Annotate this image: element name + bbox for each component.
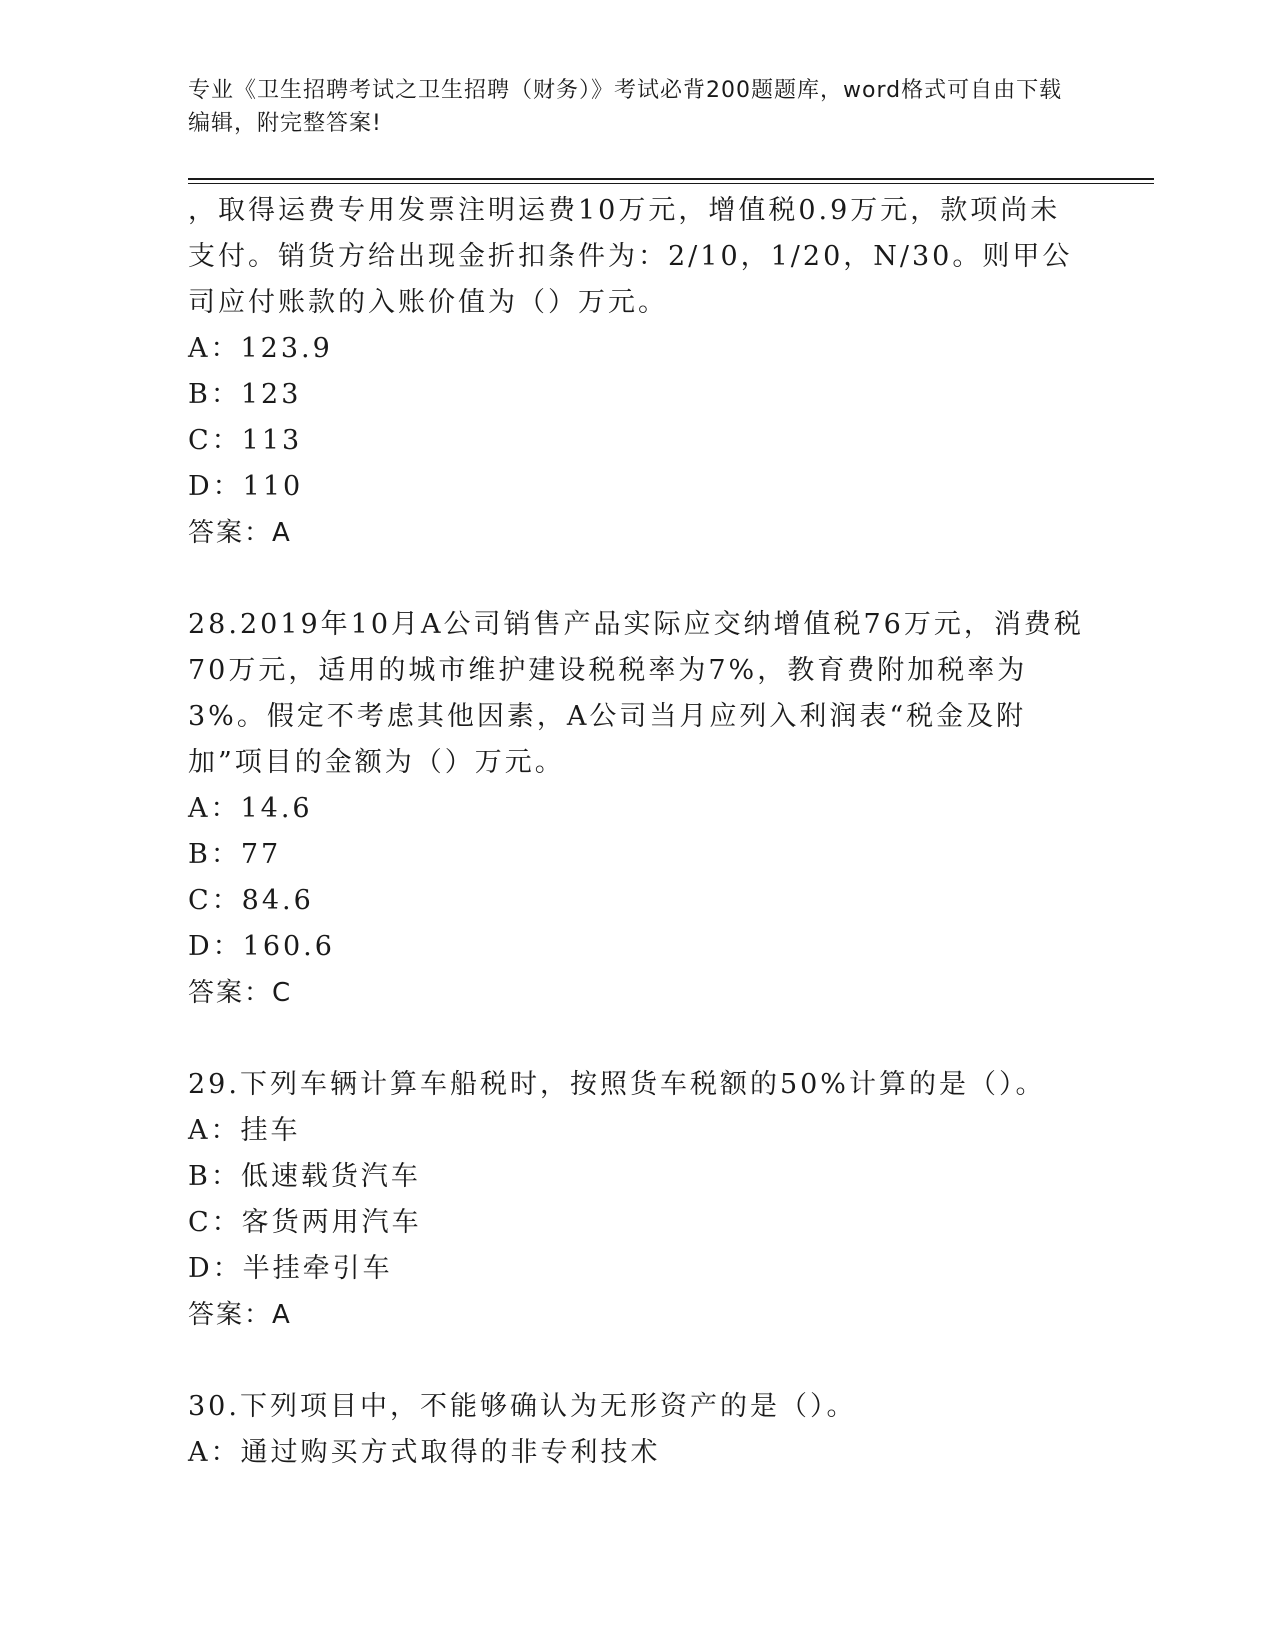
option-d: D：110 bbox=[188, 471, 304, 502]
spacer bbox=[188, 1016, 1088, 1062]
question-29 bbox=[188, 1062, 1088, 1338]
question-text: 29.下列车辆计算车船税时，按照货车税额的50%计算的是（）。 bbox=[188, 1069, 1046, 1100]
answer: 答案：A bbox=[188, 518, 292, 548]
header-divider-thin bbox=[188, 183, 1154, 184]
question-28 bbox=[188, 602, 1088, 1016]
option-c: C：84.6 bbox=[188, 885, 314, 916]
page-header: 专业《卫生招聘考试之卫生招聘（财务）》考试必背200题题库，word格式可自由下载编辑，附完整答案! bbox=[188, 78, 1063, 136]
question-text: 28.2019年10月A公司销售产品实际应交纳增值税76万元，消费税70万元，适用的城市维护建设税税率为7%，教育费附加税率为3%。假定不考虑其他因素，A公司当月应列入利润表“税金及附加”项目的金额为（）万元。 bbox=[188, 609, 1084, 778]
question-text: 30.下列项目中，不能够确认为无形资产的是（）。 bbox=[188, 1391, 857, 1422]
option-d: D：半挂牵引车 bbox=[188, 1253, 393, 1284]
question-list bbox=[188, 188, 1088, 1476]
answer: 答案：C bbox=[188, 978, 293, 1008]
option-c: C：客货两用汽车 bbox=[188, 1207, 422, 1238]
question-30 bbox=[188, 1384, 1088, 1476]
header-divider-thick bbox=[188, 178, 1154, 180]
option-b: B：123 bbox=[188, 379, 302, 410]
option-c: C：113 bbox=[188, 425, 303, 456]
question-text: ，取得运费专用发票注明运费10万元，增值税0.9万元，款项尚未支付。销货方给出现金折扣条件为：2/10，1/20，N/30。则甲公司应付账款的入账价值为（）万元。 bbox=[188, 195, 1073, 318]
option-b: B：低速载货汽车 bbox=[188, 1161, 421, 1192]
option-a: A：123.9 bbox=[188, 333, 333, 364]
option-b: B：77 bbox=[188, 839, 282, 870]
spacer bbox=[188, 556, 1088, 602]
option-a: A：14.6 bbox=[188, 793, 313, 824]
question-27 bbox=[188, 188, 1088, 556]
option-a: A：挂车 bbox=[188, 1115, 301, 1146]
option-d: D：160.6 bbox=[188, 931, 335, 962]
answer: 答案：A bbox=[188, 1300, 292, 1330]
option-a: A：通过购买方式取得的非专利技术 bbox=[188, 1437, 661, 1468]
spacer bbox=[188, 1338, 1088, 1384]
